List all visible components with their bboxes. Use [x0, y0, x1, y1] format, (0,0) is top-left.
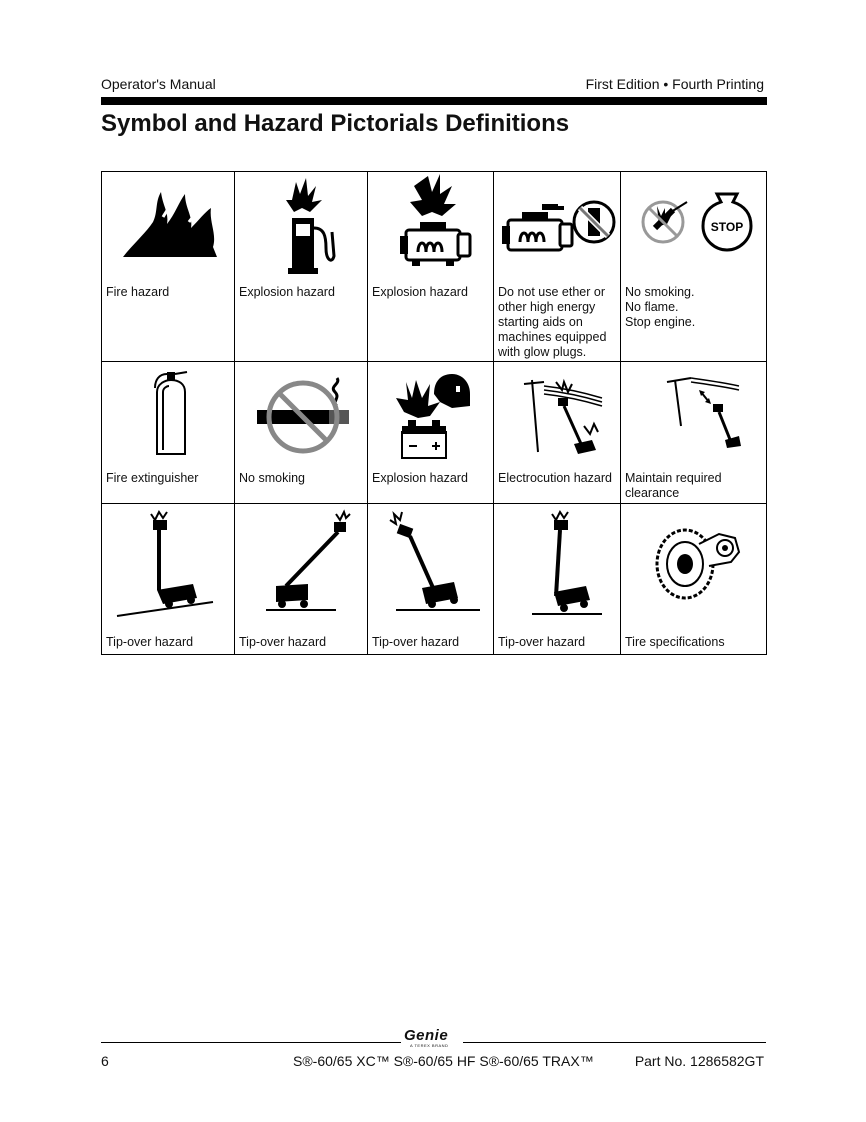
pictorial-label: Tip-over hazard: [372, 635, 460, 649]
fuel-pump-explosion-icon: [246, 172, 356, 277]
pictorial-label: Tip-over hazard: [239, 635, 327, 649]
pictorial-label: Explosion hazard: [372, 285, 468, 299]
table-row: [102, 362, 766, 504]
pictorial-label: Do not use ether or other high energy starting aids on machines equipped with glow plugs.: [498, 285, 607, 359]
table-cell: [368, 172, 494, 361]
fire-extinguisher-icon: [113, 362, 223, 462]
tip-over-icon: [246, 504, 356, 624]
table-cell: [494, 172, 621, 361]
header-edition: First Edition • Fourth Printing: [585, 76, 764, 92]
pictorial-label: Fire extinguisher: [106, 471, 199, 485]
footer-model: S®-60/65 XC™ S®-60/65 HF S®-60/65 TRAX™: [293, 1053, 594, 1069]
page-title: Symbol and Hazard Pictorials Definitions: [101, 110, 570, 137]
electrocution-icon: [502, 362, 612, 462]
footer-part-number: Part No. 1286582GT: [634, 1053, 764, 1069]
pictorial-label: Tip-over hazard: [106, 635, 194, 649]
table-cell: [102, 362, 235, 503]
table-cell: [494, 362, 621, 503]
tire-icon: [639, 504, 749, 624]
clearance-icon: [639, 362, 749, 462]
tip-over-icon: [502, 504, 612, 624]
table-cell: [235, 172, 368, 361]
no-flame-stop-icon: [629, 172, 759, 277]
pictorial-label: Tire specifications: [625, 635, 725, 649]
pictorial-label: Electrocution hazard: [498, 471, 612, 485]
pictorial-label: No smoking: [239, 471, 305, 485]
no-ether-icon: [498, 172, 616, 277]
genie-logo: Genie: [404, 1027, 449, 1044]
footer-rule: [101, 1042, 401, 1043]
header-rule: [101, 97, 767, 105]
pictorial-label: Maintain required clearance: [625, 471, 722, 500]
tip-over-icon: [113, 504, 223, 624]
no-smoking-icon: [241, 362, 361, 462]
table-row: [102, 504, 766, 655]
table-cell: [102, 172, 235, 361]
page-number: 6: [101, 1053, 109, 1069]
fire-icon: [113, 172, 223, 272]
header-manual-title: Operator's Manual: [101, 76, 216, 92]
pictorial-label: Explosion hazard: [372, 471, 468, 485]
table-cell: [235, 504, 368, 654]
battery-explosion-icon: [376, 362, 486, 467]
table-cell: [621, 362, 766, 503]
table-cell: [235, 362, 368, 503]
engine-explosion-icon: [376, 172, 486, 277]
table-cell: [494, 504, 621, 654]
pictorial-label: Tip-over hazard: [498, 635, 586, 649]
table-cell: [621, 504, 766, 654]
pictorials-table: [101, 171, 767, 655]
genie-logo-tagline: A TEREX BRAND: [410, 1043, 449, 1048]
table-row: [102, 172, 766, 362]
pictorial-label: No smoking. No flame. Stop engine.: [625, 285, 696, 329]
footer-rule: [463, 1042, 766, 1043]
stop-sign-text: STOP: [710, 220, 743, 234]
table-cell: [621, 172, 766, 361]
tip-over-icon: [376, 504, 486, 624]
pictorial-label: Fire hazard: [106, 285, 170, 299]
pictorial-label: Explosion hazard: [239, 285, 335, 299]
table-cell: [368, 362, 494, 503]
table-cell: [102, 504, 235, 654]
table-cell: [368, 504, 494, 654]
